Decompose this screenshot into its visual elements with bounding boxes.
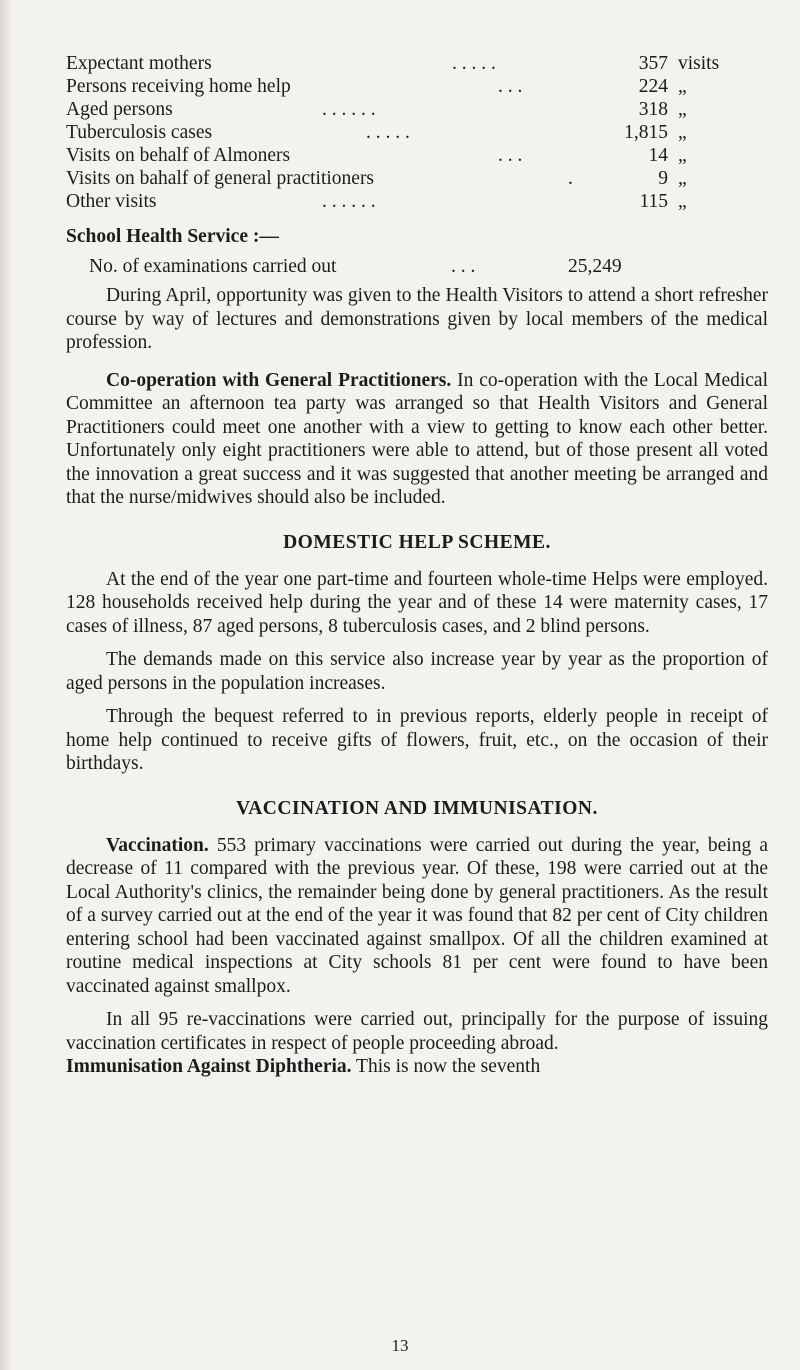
visits-row [46,144,768,167]
visits-row [46,190,768,213]
vaccination-heading: VACCINATION AND IMMUNISATION. [236,797,598,819]
domestic-paragraph-2: The demands made on this service also increase year by year as the proportion of aged persons in the population increases. [66,649,768,694]
visits-row [46,75,768,98]
immunisation-text: This is now the seventh [356,1056,541,1077]
domestic-help-heading: DOMESTIC HELP SCHEME. [283,531,551,553]
visits-value: 9 [658,168,668,189]
immunisation-paragraph [46,1055,768,1079]
visits-label: Persons receiving home help [66,76,291,97]
examinations-label: No. of examinations carried out [89,256,337,277]
visits-unit: „ [678,191,687,212]
visits-unit: visits [678,53,720,74]
leader-dots: . . . . . [366,122,410,143]
leader-dots: . . . . . [452,53,496,74]
visits-value: 115 [639,191,668,212]
leader-dots: . [568,168,573,189]
visits-label: Visits on behalf of Almoners [66,145,291,166]
visits-unit: „ [678,76,687,97]
visits-unit: „ [678,145,687,166]
page-spine-shadow [0,0,12,1370]
leader-dots: . . . . . . [322,99,376,120]
page-number: 13 [391,1336,409,1355]
visits-row [46,167,768,190]
visits-value: 318 [638,99,668,120]
visits-row [46,98,768,121]
page-content [46,52,768,1079]
visits-unit: „ [678,99,687,120]
cooperation-heading: Co-operation with General Practitioners. [106,369,452,391]
refresher-paragraph: During April, opportunity was given to the Health Visitors to attend a short refresher course by way of lectures and demonstrations given by local members of the medical profession. [66,285,768,353]
visits-value: 14 [648,145,668,166]
vaccination-paragraph [46,834,768,999]
cooperation-text: In co-operation with the Local Medical Committee an afternoon tea party was arranged so that Health Visitors and General Practitioners could meet one another with a view to getting to know each other better. Unfortunately only eight practitioners were able to attend, but of those present all voted the innovation a great success and it was suggested that another meeting be arranged and that the nurse/midwives should also be included. [66,369,768,508]
domestic-paragraph-1: At the end of the year one part-time and fourteen whole-time Helps were employed. 128 households received help during the year and of these 14 were maternity cases, 17 cases of illness, 87 aged persons, 8 tuberculosis cases, and 2 blind persons. [66,568,768,637]
visits-value: 357 [638,53,668,74]
visits-label: Aged persons [66,99,173,120]
visits-unit: „ [678,168,687,189]
examinations-value: 25,249 [568,256,622,277]
visits-unit: „ [678,122,687,143]
vaccination-text: 553 primary vaccinations were carried out during the year, being a decrease of 11 compared with the previous year. Of these, 198 were carried out at the Local Authority's clinics, the remainder being done by general practitioners. As the result of a survey carried out at the end of the year it was found that 82 per cent of City children entering school had been vaccinated against smallpox. Of all the children examined at routine medical inspections at City schools 81 per cent were found to have been vaccinated against smallpox. [66,834,768,997]
leader-dots: . . . [451,256,476,277]
leader-dots: . . . . . . [322,191,376,212]
domestic-paragraph-3: Through the bequest referred to in previous reports, elderly people in receipt of home help continued to receive gifts of flowers, fruit, etc., on the occasion of their birthdays. [66,706,768,774]
visits-row [46,121,768,144]
vaccination-run-in-heading: Vaccination. [106,834,209,856]
visits-row [46,52,768,75]
visits-label: Other visits [66,191,157,212]
leader-dots: . . . [498,145,523,166]
visits-label: Visits on bahalf of general practitioners [66,168,375,189]
examinations-row [46,256,768,284]
visits-label: Tuberculosis cases [66,122,213,143]
revaccination-paragraph: In all 95 re-vaccinations were carried out, principally for the purpose of issuing vaccination certificates in respect of people proceeding abroad. [66,1009,768,1054]
visits-table [46,52,768,213]
visits-label: Expectant mothers [66,53,212,74]
school-health-heading: School Health Service :— [66,226,279,247]
cooperation-paragraph [46,369,768,510]
leader-dots: . . . [498,76,523,97]
visits-value: 1,815 [624,122,668,143]
immunisation-run-in-heading: Immunisation Against Diphtheria. [66,1056,352,1077]
visits-value: 224 [638,76,668,97]
